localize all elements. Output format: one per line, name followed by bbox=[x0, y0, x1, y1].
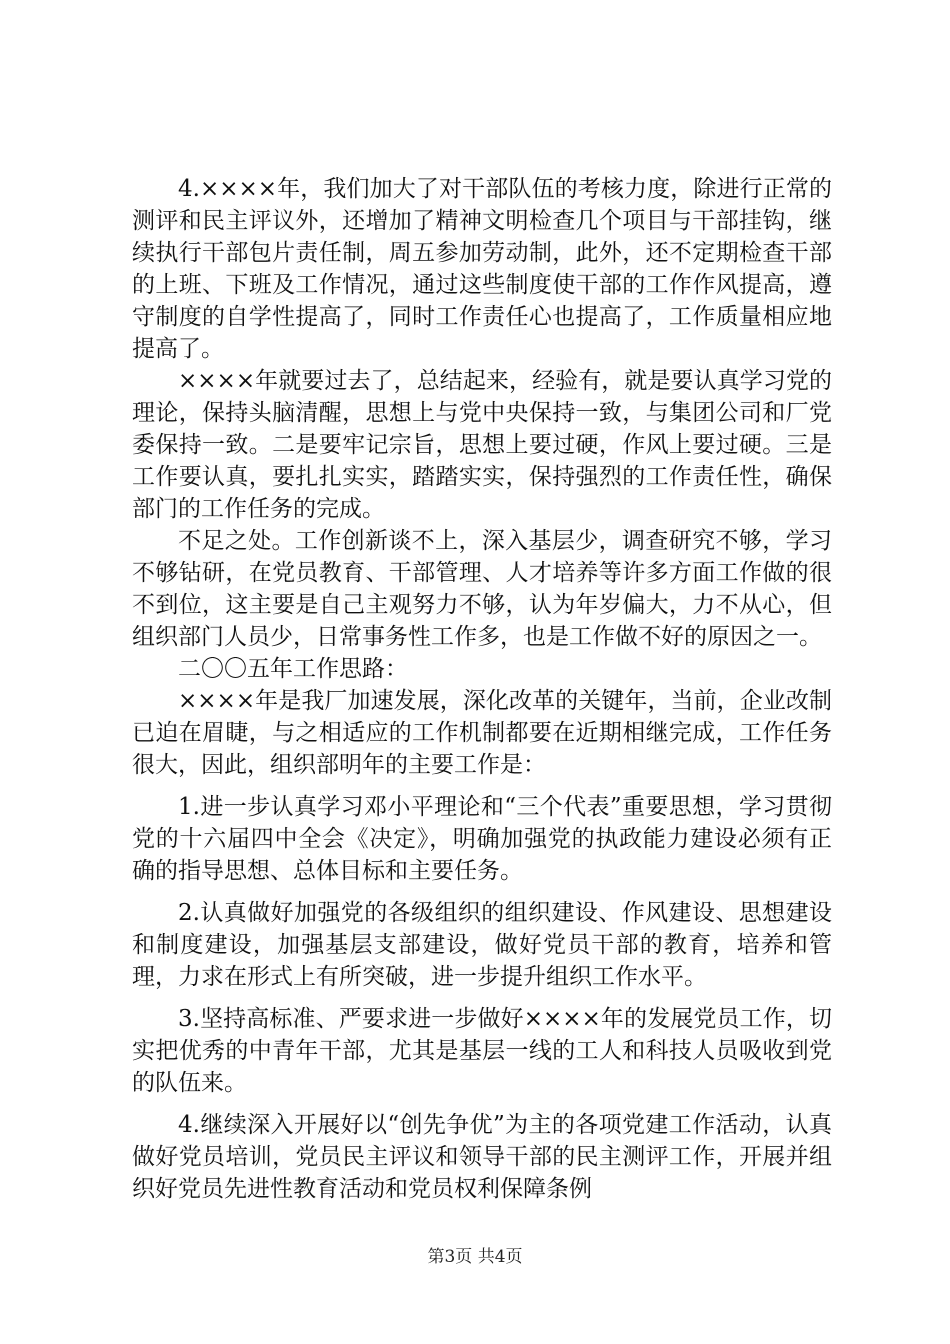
paragraph-work-plan-intro: ××××年是我厂加速发展，深化改革的关键年，当前，企业改制已迫在眉睫，与之相适应的工作机制都要在近期相继完成，工作任务很大，因此，组织部明年的主要工作是： bbox=[132, 688, 832, 778]
section-heading-work-plan: 二〇〇五年工作思路： bbox=[178, 656, 408, 682]
list-item-4: 4.继续深入开展好以“创先争优”为主的各项党建工作活动，认真做好党员培训，党员民主评议和领导干部的民主测评工作，开展并组织好党员先进性教育活动和党员权利保障条例 bbox=[132, 1112, 832, 1202]
document-body bbox=[132, 173, 832, 1205]
list-item-3: 3.坚持高标准、严要求进一步做好××××年的发展党员工作，切实把优秀的中青年干部，尤其是基层一线的工人和科技人员吸收到党的队伍来。 bbox=[132, 1006, 832, 1096]
page-number-footer: 第3页 共4页 bbox=[427, 1247, 523, 1267]
paragraph-cadre-assessment: 4.××××年，我们加大了对干部队伍的考核力度，除进行正常的测评和民主评议外，还增加了精神文明检查几个项目与干部挂钩，继续执行干部包片责任制，周五参加劳动制，此外，还不定期检查干部的上班、下班及工作情况，通过这些制度使干部的工作作风提高，遵守制度的自学性提高了，同时工作责任心也提高了，工作质量相应地提高了。 bbox=[132, 176, 832, 362]
paragraph-shortcomings: 不足之处。工作创新谈不上，深入基层少，调查研究不够，学习不够钻研，在党员教育、干部管理、人才培养等许多方面工作做的很不到位，这主要是自己主观努力不够，认为年岁偏大，力不从心，但组织部门人员少，日常事务性工作多，也是工作做不好的原因之一。 bbox=[132, 528, 832, 650]
list-item-1: 1.进一步认真学习邓小平理论和“三个代表”重要思想，学习贯彻党的十六届四中全会《决定》，明确加强党的执政能力建设必须有正确的指导思想、总体目标和主要任务。 bbox=[132, 794, 832, 884]
list-item-2: 2.认真做好加强党的各级组织的组织建设、作风建设、思想建设和制度建设，加强基层支部建设，做好党员干部的教育，培养和管理，力求在形式上有所突破，进一步提升组织工作水平。 bbox=[132, 900, 832, 990]
paragraph-experience-summary: ××××年就要过去了，总结起来，经验有，就是要认真学习党的理论，保持头脑清醒，思想上与党中央保持一致，与集团公司和厂党委保持一致。二是要牢记宗旨，思想上要过硬，作风上要过硬。三是工作要认真，要扎扎实实，踏踏实实，保持强烈的工作责任性，确保部门的工作任务的完成。 bbox=[132, 368, 832, 522]
